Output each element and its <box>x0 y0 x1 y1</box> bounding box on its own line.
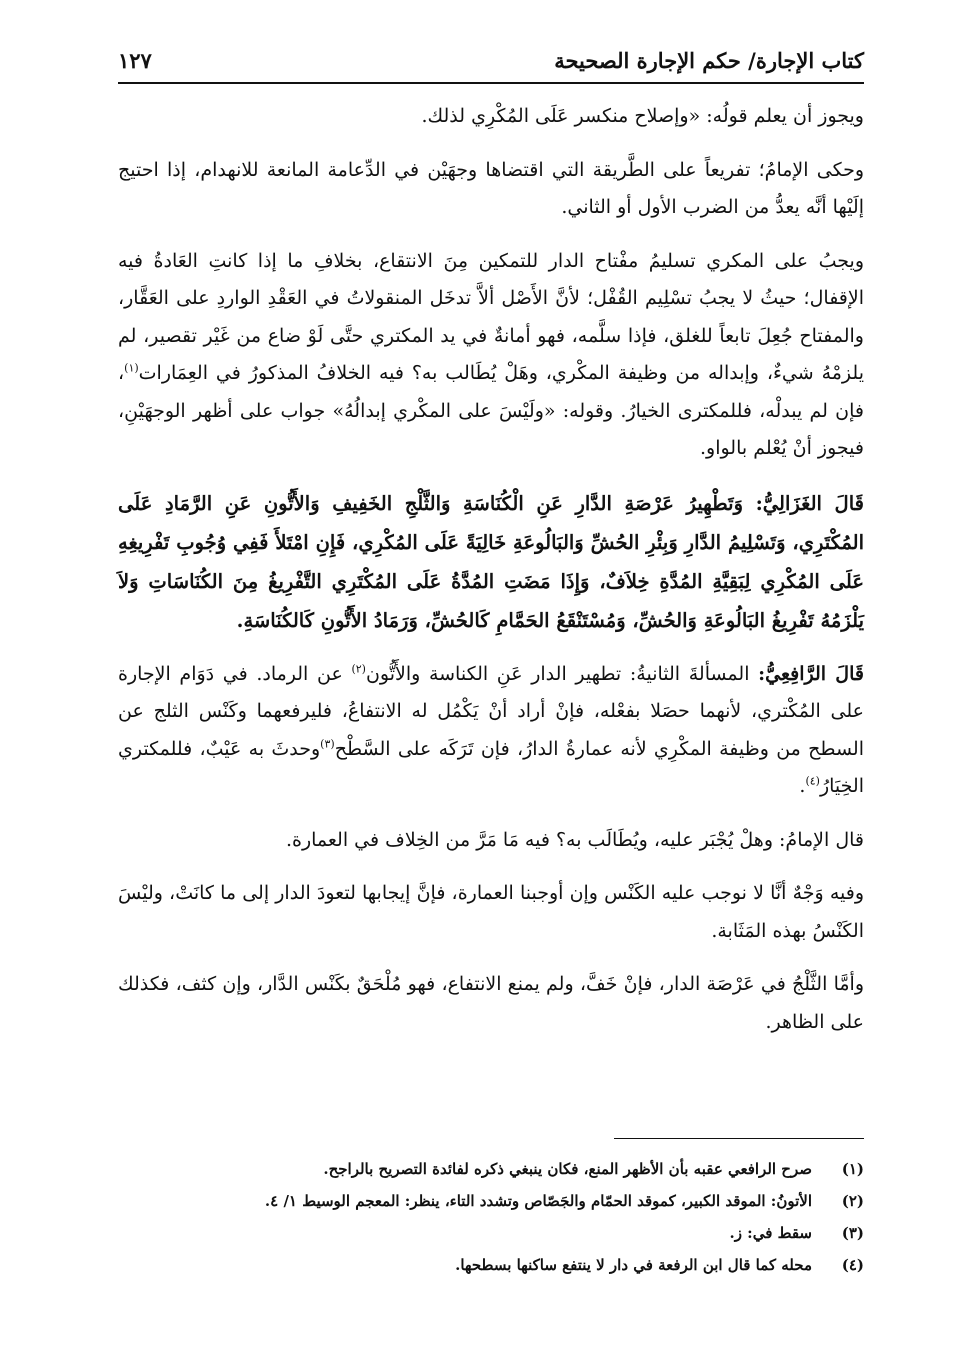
footnote: (١) صرح الرافعي عقبه بأن الأظهر المنع، فكان ينبغي ذكره لفائدة التصريح بالراجح. <box>323 1160 864 1178</box>
paragraph: وحكى الإمامُ؛ تفريعاً على الطَّريقة التي اقتضاها وجهَيْن في الدِّعامة المانعة للانهدام، إذا احتيج إلَيْها أنَّه يعدُّ من الضرب الأول أو الثاني. <box>118 158 864 218</box>
page-header <box>118 38 864 84</box>
paragraph: ويجوز أن يعلم قولُه: «وإصلاح منكسر عَلَى المُكْرِي لذلك. <box>421 105 864 127</box>
paragraph: وأمَّا الثَّلْجُ في عَرْصَة الدار، فإنْ خَفَّ، ولم يمنع الانتفاع، فهو مُلْحَقٌ بكَنْس الدَّار، وإن كثف، فكذلك على الظاهر. <box>118 973 864 1033</box>
ghazali-quote: قَالَ الغَزَالِيُّ: وَتَطْهِيرُ عَرْصَةِ الدَّارِ عَنِ الْكُنَاسَةِ وَالثَّلْجِ الخَفِيفِ وَالأَتُّونِ عَنِ الرَّمَادِ عَلَى المُكْتَرِي، وَتَسْلِيمُ الدَّارِ وَبِئْرِ الحُشِّ وَالبَالُوعَةِ خَالِيَةً عَلَى المُكْرِي، فَإِنِ امْتَلأَ فَفِي وُجُوبِ تَفْرِيغِهِ عَلَى المُكْرِي لِبَقِيَّةِ المُدَّةِ خِلاَفٌ، وَإِذَا مَضَتِ المُدَّةُ عَلَى المُكْتَرِي التَّفْرِيغُ مِنَ الكُنَاسَاتِ وَلاَ يَلْزَمُهُ تَفْرِيغُ البَالُوعَةِ وَالحُشِّ، وَمُسْتَنْقَعُ الحَمَّامِ كَالحُشِّ، وَرَمَادُ الأَتُّونِ كَالكُنَاسَةِ. <box>118 491 864 632</box>
footnote-divider <box>614 1138 864 1139</box>
footnote-ref: (٣) <box>320 737 335 751</box>
footnote-ref: (١) <box>124 361 139 375</box>
footnote-ref: (٤) <box>805 774 820 788</box>
footnote-ref: (٢) <box>351 662 366 676</box>
footnotes <box>118 1138 864 1281</box>
footnote: (٢) الأتونُ: الموقد الكبير، كموقد الحمّام والجَصّاص وتشدد التاء، ينظر: المعجم الوسيط ١/ ٤. <box>264 1192 864 1210</box>
paragraph: وفيه وَجْهٌ أنَّا لا نوجب عليه الكَنْس وإن أوجبنا العمارة، فإنَّ إيجابها لتعودَ الدار إلى ما كانَتْ، وليْسَ الكَنْسُ بهذه المَثَابة. <box>118 882 864 942</box>
footnote: (٣) سقط في: ز. <box>729 1224 864 1242</box>
paragraph: قال الإمامُ: وهلْ يُجْبَر عليه، ويُطَالَب به؟ فيه مَا مَرَّ من الخِلاف في العمارة. <box>285 828 864 851</box>
rafii-commentary: قَالَ الرَّافِعِيُّ: المسألةَ الثانيةُ: تطهير الدار عَنِ الكناسة والأَتُّون$^{(٢)}$ عن الرماد. في دَوَام الإجارة على المُكْتري، لأنهما حصَلا بفعْله، فإنْ أراد أنْ يَكْمُل له الانتفاعُ، فليرفعهما وكَنْس الثلج عن السطح من وظيفة المكْرِي لأنه عمارةُ الدارُ، فإن تَرَكَه على السَّطْح$^{(٣)}$وحدثَ به عَيْبٌ، فللمكتري الخِيَارُ$^{(٤)}$. <box>118 662 864 797</box>
main-text <box>118 98 864 1057</box>
paragraph: ويجبُ على المكري تسليمُ مفْتاح الدار للتمكين مِنَ الانتقاع، بخلافِ ما إذا كانتِ العَادةُ فيه الإقفال؛ حيثُ لا يجبُ تسْلِيم القُفْل؛ لأنَّ الأَصْل ألاَّ تدخَل المنقولاتُ في العَقْدِ الواردِ على العَقَّار، والمفتاح جُعِلَ تابعاً للغلق، فإذا سلَّمه، فهو أمانةٌ في يد المكتري حتَّى لَوْ ضاع من غَيْر تقصير، لم يلزمْهُ شيءٌ، وإبداله من وظيفة المكْري، وهَلْ يُطَالب به؟ فيه الخلافُ المذكورُ في العِمَارات$^{(١)}$، فإن لم يبدلْه، فللمكترى الخيارُ. وقوله: «ولَيْسَ على المكْري إبدالُهُ» جواب على أظهر الوجهَيْنِ، فيجوز أنْ يُعْلم بالواو. <box>118 249 864 459</box>
footnote: (٤) محله كما قال ابن الرفعة في دار لا ينتفع ساكنها بسطحها. <box>455 1256 864 1274</box>
page-number: ١٢٧ <box>118 47 152 73</box>
speaker-label: قَالَ الرَّافِعِيُّ: <box>758 662 864 685</box>
speaker-label: قَالَ الغَزَالِيُّ: <box>755 491 864 515</box>
running-title: كتاب الإجارة/ حكم الإجارة الصحيحة <box>554 47 864 73</box>
